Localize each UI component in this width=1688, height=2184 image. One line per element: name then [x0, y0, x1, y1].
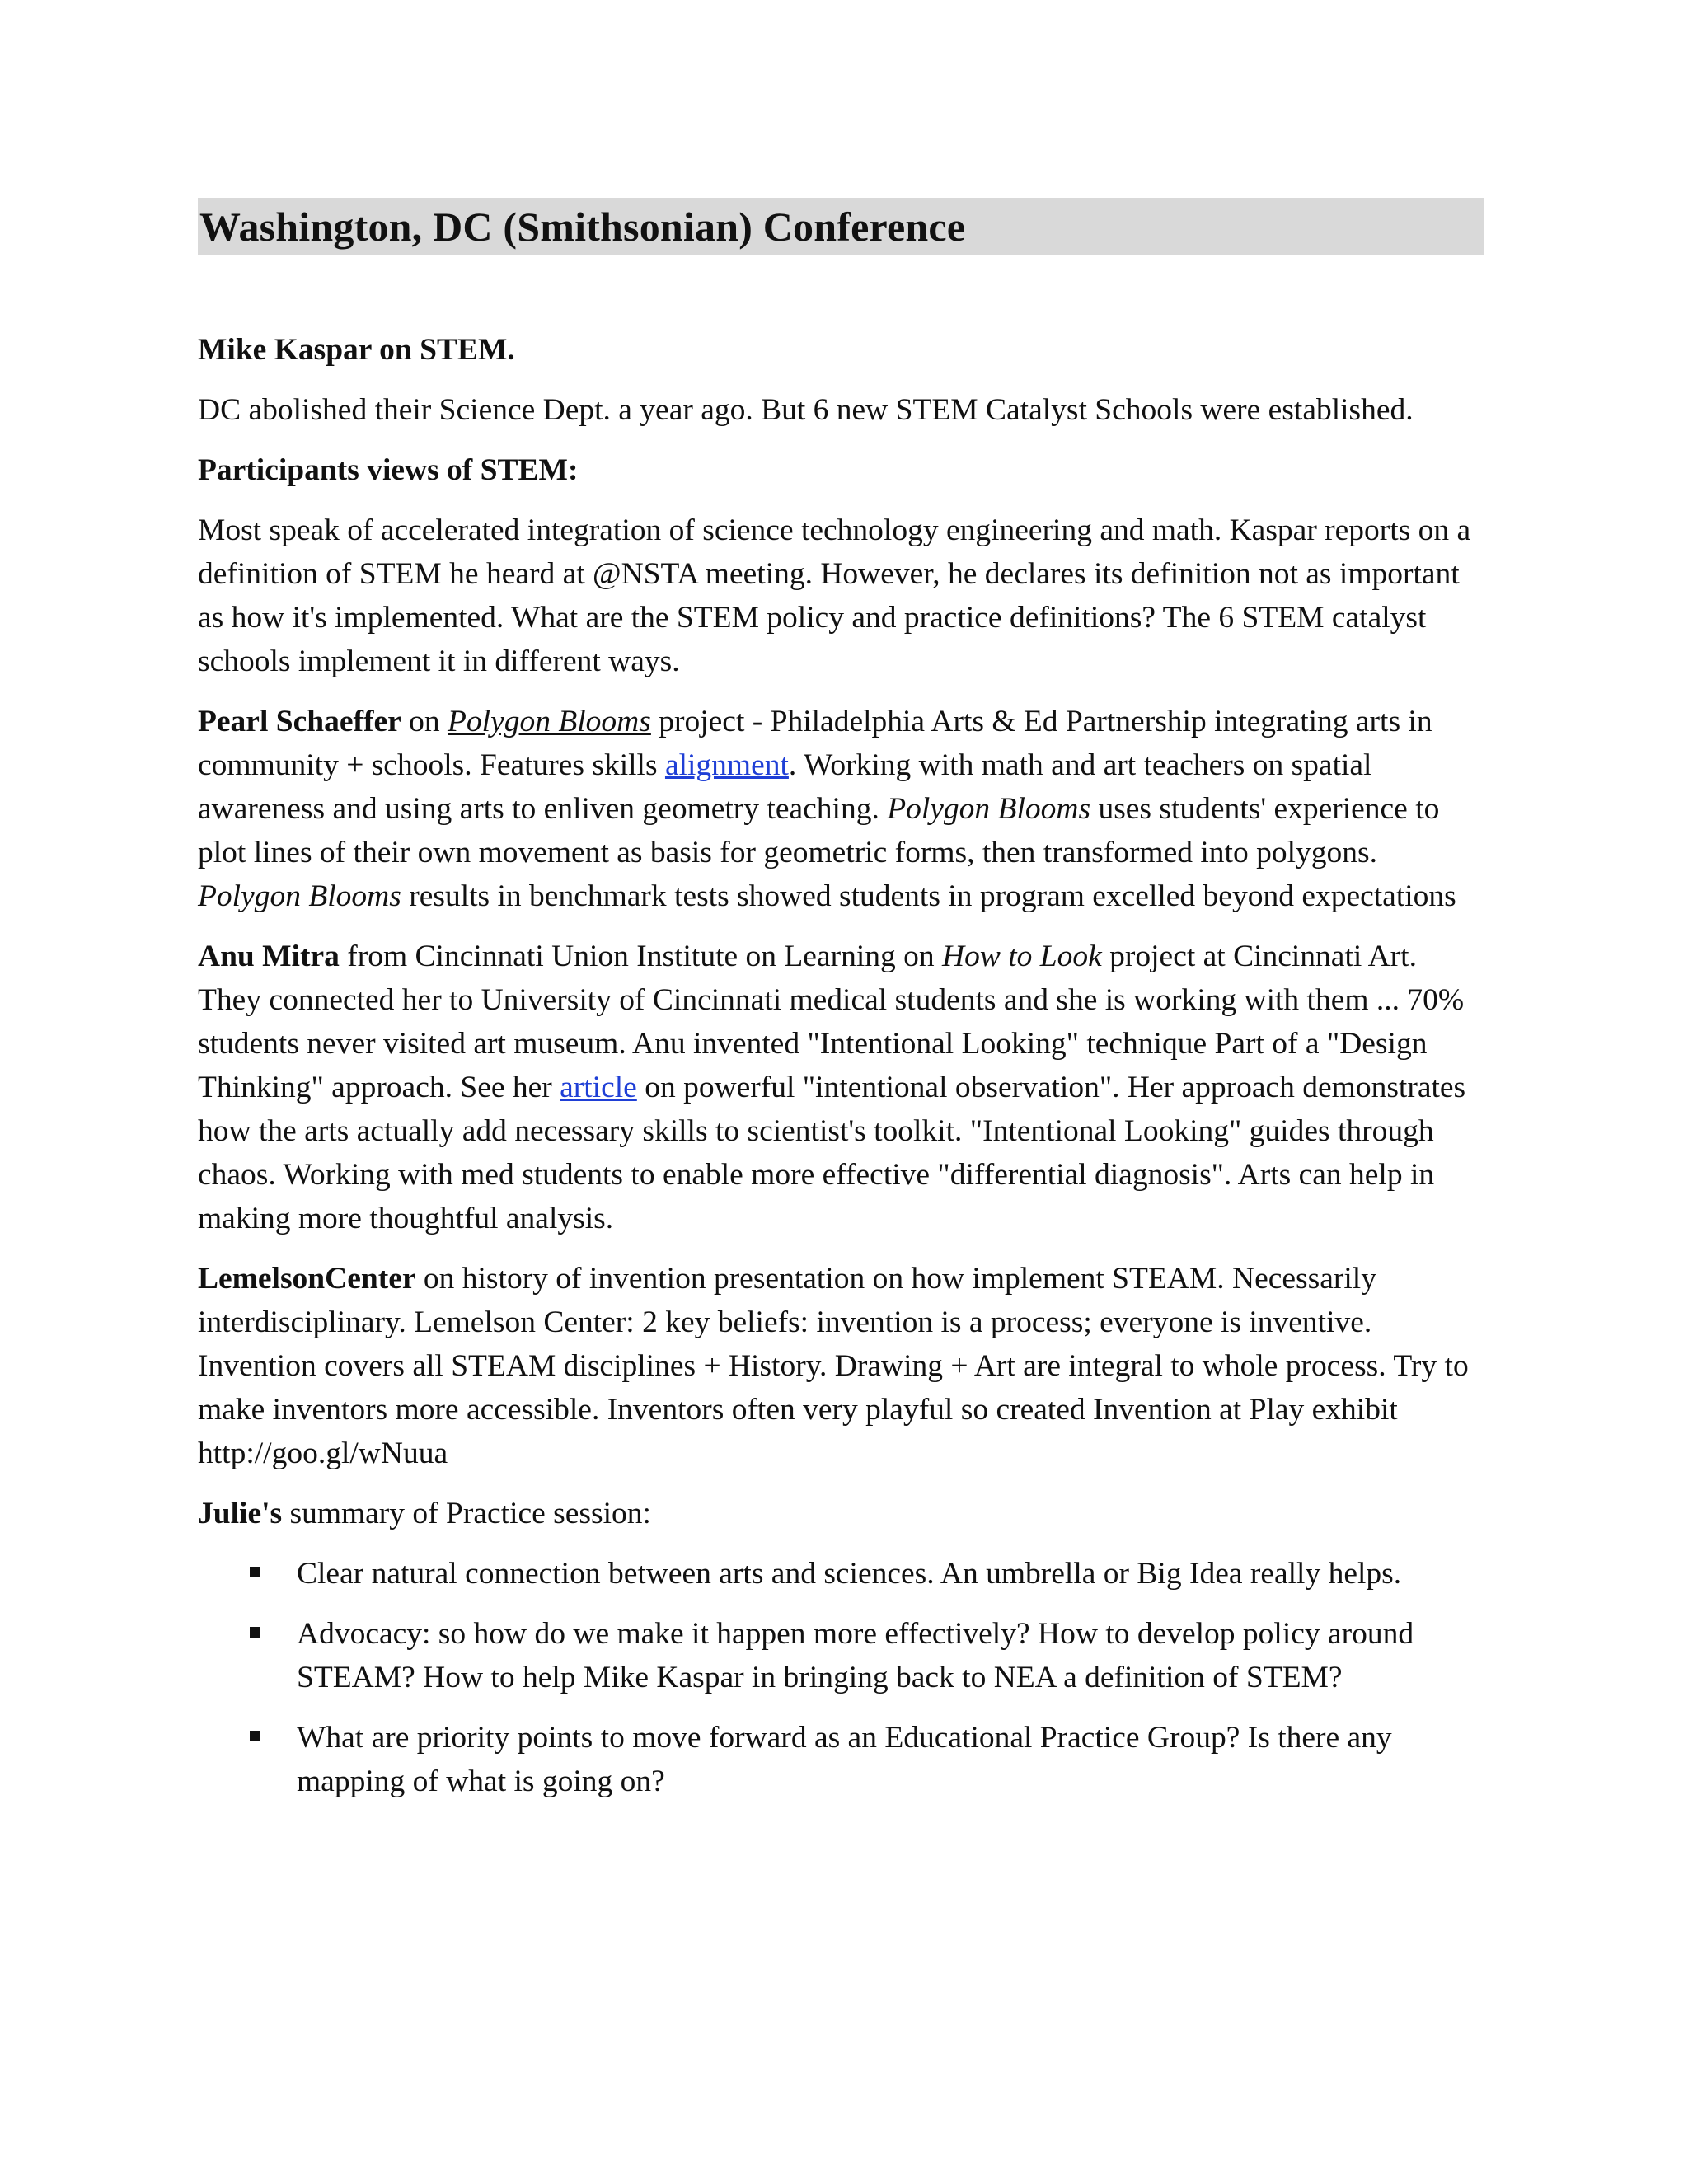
list-item-text: Clear natural connection between arts and sciences. An umbrella or Big Idea really helps. [297, 1557, 1402, 1591]
title-bar [198, 198, 1484, 255]
document-body [198, 328, 1484, 1803]
square-bullet-icon [250, 1567, 260, 1577]
kaspar-heading [198, 328, 1484, 372]
anu-text-1: from Cincinnati Union Institute on Learning on [339, 940, 942, 973]
pearl-text-5: results in benchmark tests showed students in program excelled beyond expectations [401, 879, 1456, 913]
pearl-name: Pearl Schaeffer [198, 705, 401, 738]
participants-paragraph: Most speak of accelerated integration of science technology engineering and math. Kaspar reports on a definition of STEM he heard at @NSTA meeting. However, he declares its definition not as important as how it's implemented. What are the STEM policy and practice definitions? The 6 STEM catalyst schools implement it in different ways. [198, 513, 1471, 678]
list-item [198, 1716, 1484, 1803]
anu-paragraph [198, 935, 1484, 1240]
list-item-text: What are priority points to move forward as an Educational Practice Group? Is there any mapping of what is going on? [297, 1721, 1392, 1798]
lemelson-text: on history of invention presentation on how implement STEAM. Necessarily interdisciplinary. Lemelson Center: 2 key beliefs: invention is a process; everyone is inventive. Invention covers all STEAM disciplines + History. Drawing + Art are integral to whole process. Try to make inventors more accessible. Inventors often very playful so created Invention at Play exhibit http://goo.gl/wNuua [198, 1262, 1469, 1470]
alignment-link[interactable]: alignment [664, 748, 789, 782]
list-item [198, 1552, 1484, 1596]
summary-bullet-list [198, 1552, 1484, 1803]
participants-heading [198, 448, 1484, 492]
page-title: Washington, DC (Smithsonian) Conference [199, 204, 966, 250]
pearl-text-1: on [401, 705, 448, 738]
lemelson-paragraph [198, 1257, 1484, 1475]
pearl-project-title-2: Polygon Blooms [887, 792, 1091, 826]
square-bullet-icon [250, 1627, 260, 1638]
julie-paragraph [198, 1492, 1484, 1535]
pearl-text-2: project - Philadelphia Arts & Ed Partnership integrating arts in community + schools. Features skills [198, 705, 1432, 782]
anu-text-3: on powerful "intentional observation". Her approach demonstrates how the arts actually add necessary skills to scientist's toolkit. "Intentional Looking" guides through chaos. Working with med students to enable more effective "differential diagnosis". Arts can help in making more thoughtful analysis. [198, 1071, 1466, 1235]
kaspar-paragraph: DC abolished their Science Dept. a year ago. But 6 new STEM Catalyst Schools were established. [198, 393, 1414, 427]
square-bullet-icon [250, 1731, 260, 1741]
pearl-text-4: uses students' experience to plot lines of their own movement as basis for geometric forms, then transformed into polygons. [198, 792, 1440, 869]
lemelson-name: LemelsonCenter [198, 1262, 416, 1296]
kaspar-heading-text: Mike Kaspar on STEM. [198, 333, 515, 367]
anu-name: Anu Mitra [198, 940, 340, 973]
pearl-project-title: Polygon Blooms [448, 705, 651, 738]
document-page [198, 198, 1484, 1820]
julie-name: Julie's [198, 1497, 283, 1530]
list-item [198, 1612, 1484, 1699]
pearl-paragraph [198, 700, 1484, 918]
anu-text-2: project at Cincinnati Art. They connected her to University of Cincinnati medical students and she is working with them ... 70% students never visited art museum. Anu invented "Intentional Looking" technique Part of a "Design Thinking" approach. See her [198, 940, 1465, 1104]
pearl-project-title-3: Polygon Blooms [198, 879, 401, 913]
list-item-text: Advocacy: so how do we make it happen more effectively? How to develop policy around STEAM? How to help Mike Kaspar in bringing back to NEA a definition of STEM? [297, 1617, 1414, 1694]
julie-text: summary of Practice session: [282, 1497, 651, 1530]
anu-project-title: How to Look [942, 940, 1102, 973]
pearl-text-3: . Working with math and art teachers on spatial awareness and using arts to enliven geometry teaching. [198, 748, 1372, 826]
article-link[interactable]: article [560, 1071, 637, 1104]
participants-heading-text: Participants views of STEM: [198, 453, 579, 487]
